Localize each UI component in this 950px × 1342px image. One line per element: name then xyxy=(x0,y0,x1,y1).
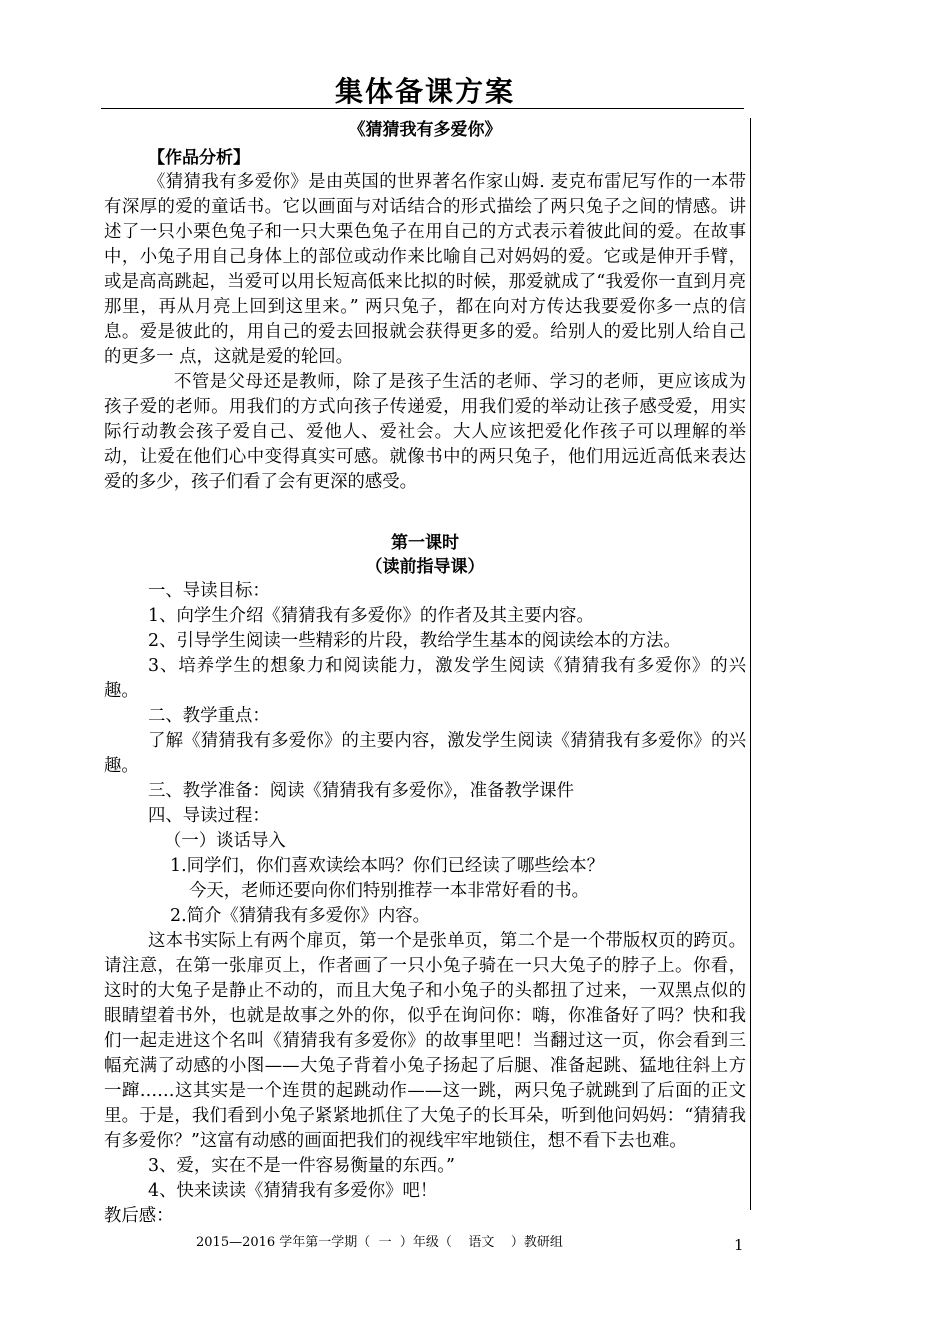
preparation: 三、教学准备：阅读《猜猜我有多爱你》，准备教学课件 xyxy=(148,781,575,801)
intro-heading: （一）谈话导入 xyxy=(164,831,286,851)
focus-text: 了解《猜猜我有多爱你》的主要内容，激发学生阅读《猜猜我有多爱你》的兴趣。 xyxy=(104,731,746,776)
item-3: 3、爱，实在不是一件容易衡量的东西。” xyxy=(148,1156,455,1176)
document-title: 集体备课方案 xyxy=(334,75,515,108)
question-1: 1.同学们，你们喜欢读绘本吗？你们已经读了哪些绘本？ xyxy=(170,856,604,876)
focus-heading: 二、教学重点： xyxy=(148,706,270,726)
right-margin-rule xyxy=(750,118,751,1210)
question-2: 2.简介《猜猜我有多爱你》内容。 xyxy=(170,906,431,926)
analysis-heading: 【作品分析】 xyxy=(148,148,250,168)
lesson-subheading: （读前指导课） xyxy=(365,557,485,577)
title-underline xyxy=(101,108,744,109)
goal-2: 2、引导学生阅读一些精彩的片段，教给学生基本的阅读绘本的方法。 xyxy=(148,631,681,651)
process-heading: 四、导读过程： xyxy=(148,806,270,826)
goals-heading: 一、导读目标： xyxy=(148,581,270,601)
analysis-paragraph-2: 不管是父母还是教师，除了是孩子生活的老师、学习的老师，更应该成为孩子爱的老师。用我们的方式向孩子传递爱，用我们爱的举动让孩子感受爱，用实际行动教会孩子爱自己、爱他人、爱社会。大人应该把爱化作孩子可以理解的举动，让爱在他们心中变得真实可感。就像书中的两只兔子，他们用远近高低来表达爱的多少，孩子们看了会有更深的感受。 xyxy=(104,372,746,492)
lesson-heading: 第一课时 xyxy=(391,533,459,553)
question-1-follow: 今天，老师还要向你们特别推荐一本非常好看的书。 xyxy=(189,881,589,901)
teaching-reflection-label: 教后感： xyxy=(104,1206,174,1226)
item-4: 4、快来读读《猜猜我有多爱你》吧！ xyxy=(148,1181,438,1201)
book-introduction: 这本书实际上有两个扉页，第一个是张单页，第二个是一个带版权页的跨页。请注意，在第一张扉页上，作者画了一只小兔子骑在一只大兔子的脖子上。你看，这时的大兔子是静止不动的，而且大兔子和小兔子的头都扭了过来，一双黑点似的眼睛望着书外，也就是故事之外的你，似乎在询问你：嗨，你准备好了吗？快和我们一起走进这个名叫《猜猜我有多爱你》的故事里吧！当翻过这一页，你会看到三幅充满了动感的小图——大兔子背着小兔子扬起了后腿、准备起跳、猛地往斜上方一蹿……这其实是一个连贯的起跳动作——这一跳，两只兔子就跳到了后面的正文里。于是，我们看到小兔子紧紧地抓住了大兔子的长耳朵，听到他问妈妈：“猜猜我有多爱你？”这富有动感的画面把我们的视线牢牢地锁住，想不看下去也难。 xyxy=(104,931,746,1151)
footer-text: 2015—2016 学年第一学期（ 一 ）年级（ 语文 ）教研组 xyxy=(196,1235,563,1250)
document-body xyxy=(104,114,746,1229)
page-number: 1 xyxy=(734,1236,744,1254)
analysis-paragraph-1: 《猜猜我有多爱你》是由英国的世界著名作家山姆. 麦克布雷尼写作的一本带有深厚的爱的童话书。它以画面与对话结合的形式描绘了两只兔子之间的情感。讲述了一只小栗色兔子和一只大栗色兔子在用自己的方式表示着彼此间的爱。在故事中，小兔子用自己身体上的部位或动作来比喻自己对妈妈的爱。它或是伸开手臂，或是高高跳起，当爱可以用长短高低来比拟的时候，那爱就成了“我爱你一直到月亮那里，再从月亮上回到这里来。” 两只兔子，都在向对方传达我要爱你多一点的信息。爱是彼此的，用自己的爱去回报就会获得更多的爱。给别人的爱比别人给自己的更多一 点，这就是爱的轮回。 xyxy=(104,172,746,367)
goal-1: 1、向学生介绍《猜猜我有多爱你》的作者及其主要内容。 xyxy=(148,606,594,626)
book-title: 《猜猜我有多爱你》 xyxy=(348,120,502,140)
goal-3: 3、培养学生的想象力和阅读能力，激发学生阅读《猜猜我有多爱你》的兴趣。 xyxy=(104,656,746,701)
spacer xyxy=(104,495,746,531)
